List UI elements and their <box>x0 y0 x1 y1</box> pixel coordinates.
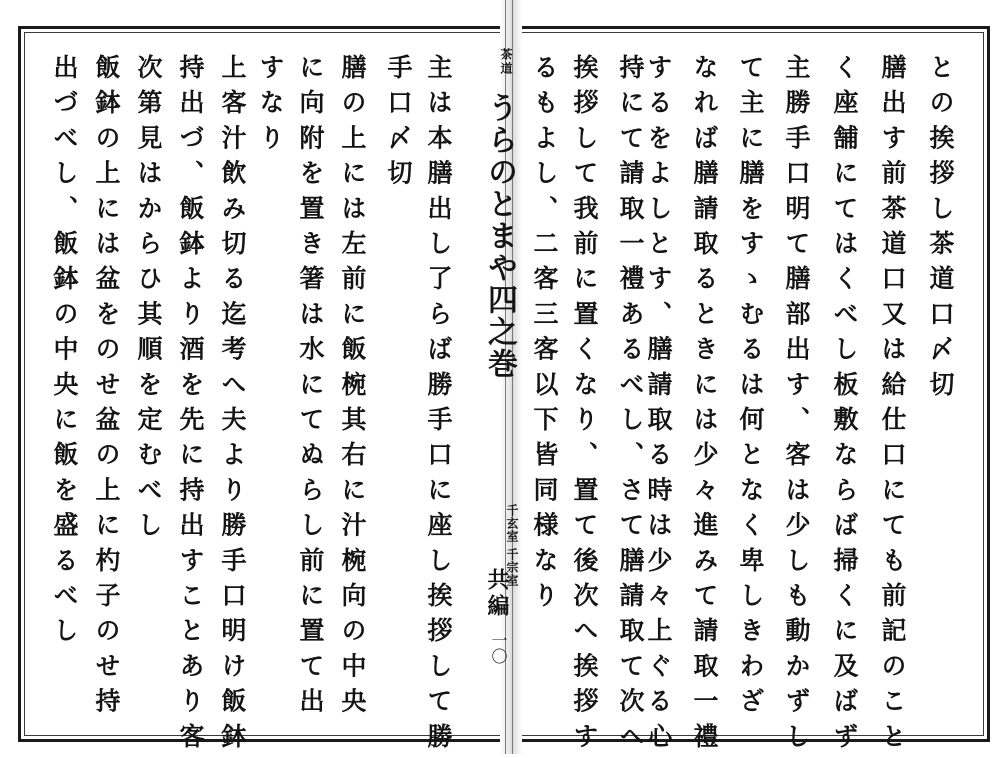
text-column: 出づべし、飯鉢の中央に飯を盛るべし <box>50 54 79 653</box>
text-column: るもよし、二客三客以下皆同様なり <box>530 54 559 618</box>
authors: 千玄室 千宗室 <box>505 504 519 588</box>
text-column: するをよしとす、膳請取る時は少々上ぐる心 <box>644 54 673 758</box>
text-column: に向附を置き箸は水にてぬらし前に置て出 <box>296 54 325 723</box>
text-column: すなり <box>256 54 285 160</box>
text-column: て主に膳をすゝむるは何となく卑しきわざ <box>736 54 765 723</box>
text-column: 飯鉢の上には盆をのせ盆の上に杓子のせ持 <box>92 54 121 723</box>
text-column: 持出づ、飯鉢より酒を先に持出すことあり客 <box>176 54 205 758</box>
text-column: 上客汁飲み切る迄考へ夫より勝手口明け飯鉢 <box>218 54 247 758</box>
text-column: なれば膳請取るときには少々進みて請取一禮 <box>690 54 719 758</box>
series-label: 茶道 <box>499 48 513 76</box>
text-column: 膳出す前茶道口又は給仕口にても前記のこと <box>878 54 907 758</box>
text-column: 膳の上には左前に飯椀其右に汁椀向の中央 <box>338 54 367 723</box>
text-column: 挨拶して我前に置くなり、置て後次へ挨拶す <box>570 54 599 758</box>
running-head <box>482 48 518 688</box>
text-column: 持にて請取一禮あるべし、さて膳請取て次へ <box>616 54 645 758</box>
edited-label: 共編 <box>484 568 510 620</box>
text-column: 次第見はからひ其順を定むべし <box>134 54 163 547</box>
book-title: うらのとまや四之巻 <box>482 92 517 380</box>
page-number: 一〇 <box>489 632 508 664</box>
text-column: 手口〆切 <box>384 54 413 195</box>
text-column: との挨拶し茶道口〆切 <box>926 54 955 406</box>
text-column: く座舗にてはくべし板敷ならば掃くに及ばず <box>830 54 859 758</box>
text-column: 主勝手口明て膳部出す、客は少しも動かずし <box>782 54 811 758</box>
text-column: 主は本膳出し了らば勝手口に座し挨拶して勝 <box>424 54 453 758</box>
